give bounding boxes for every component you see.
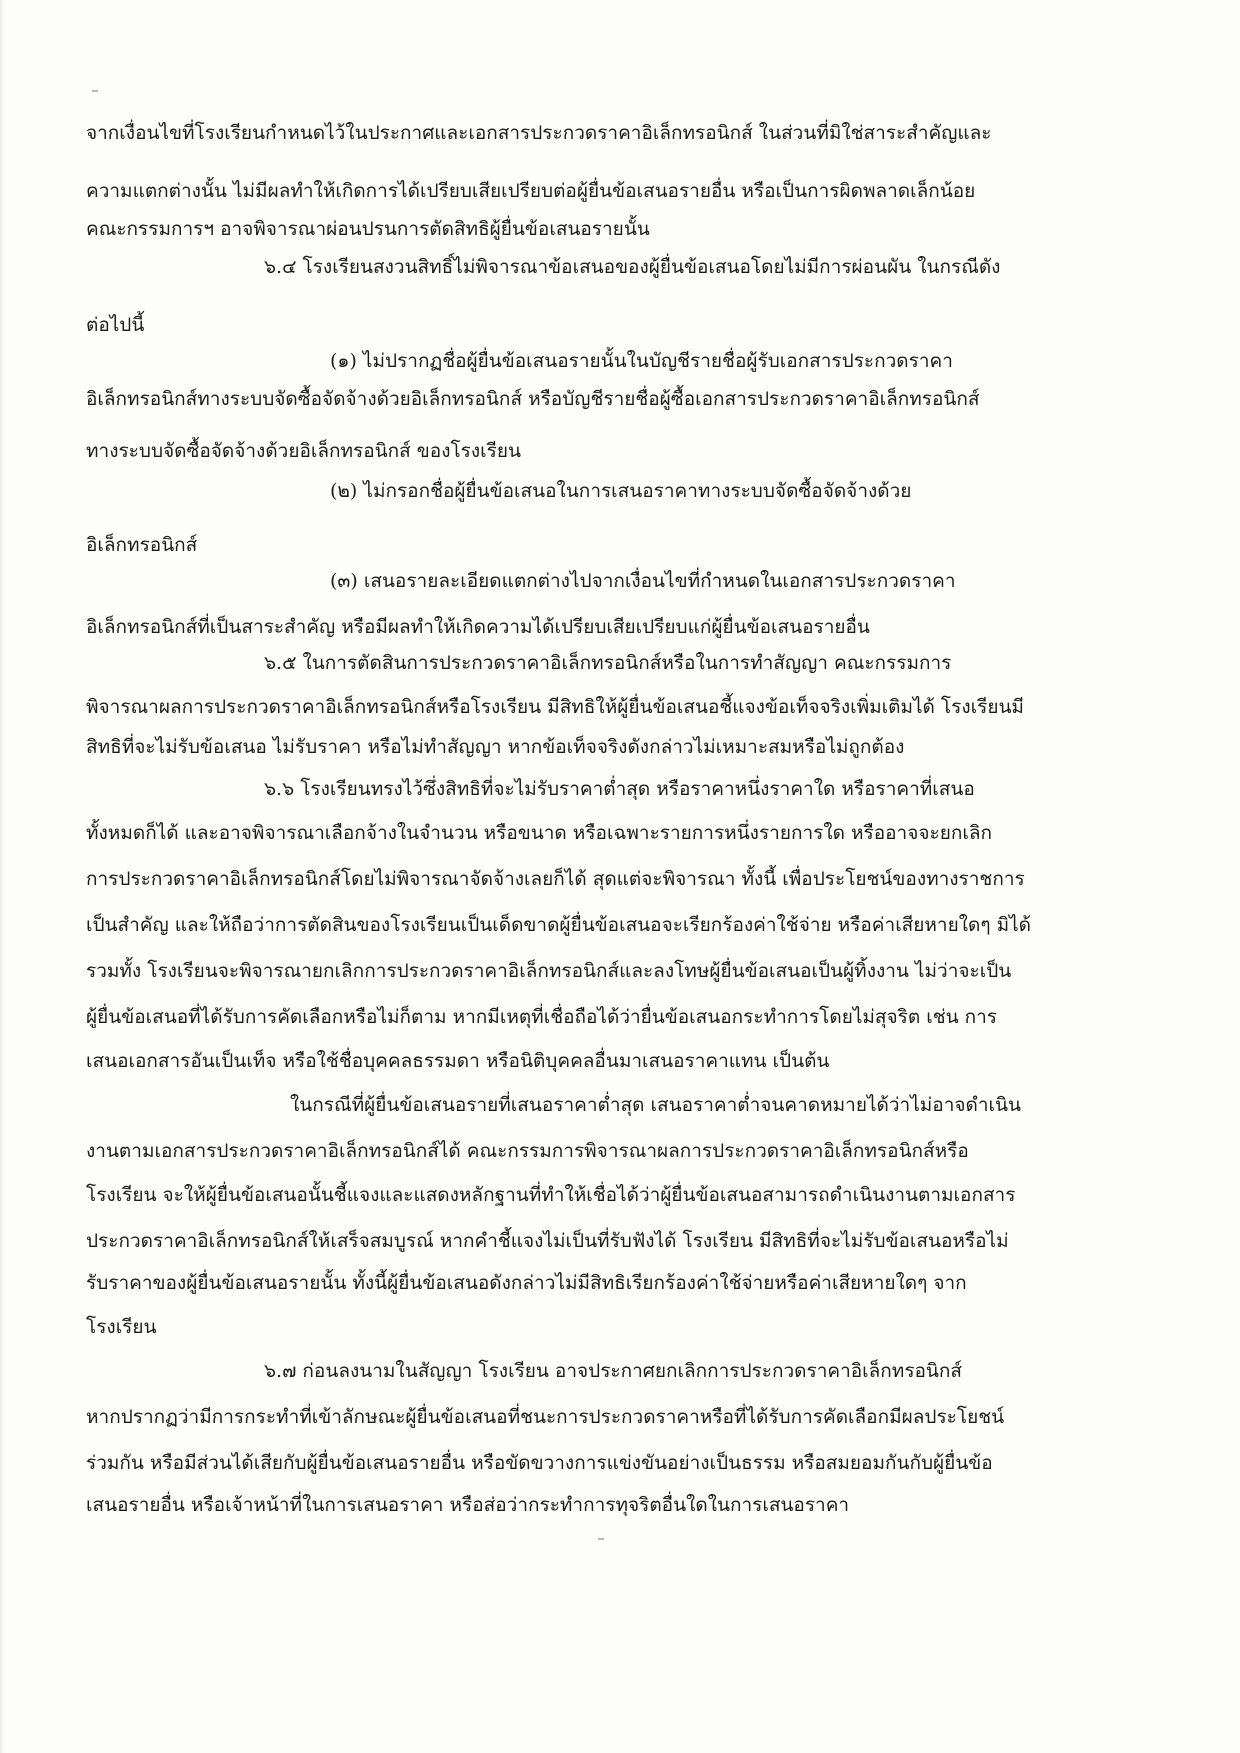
body-line: พิจารณาผลการประกวดราคาอิเล็กทรอนิกส์หรือโรงเรียน มีสิทธิให้ผู้ยื่นข้อเสนอชี้แจงข้อเท็จจริงเพิ่มเติมได้ โรงเรียนมี [86, 696, 1024, 718]
body-line: งานตามเอกสารประกวดราคาอิเล็กทรอนิกส์ได้ คณะกรรมการพิจารณาผลการประกวดราคาอิเล็กทรอนิกส์หรือ [86, 1140, 969, 1162]
body-line: หากปรากฏว่ามีการกระทำที่เข้าลักษณะผู้ยื่นข้อเสนอที่ชนะการประกวดราคาหรือที่ได้รับการคัดเลือกมีผลประโยชน์ [86, 1406, 1005, 1428]
item-3-line: (๓) เสนอรายละเอียดแตกต่างไปจากเงื่อนไขที่กำหนดในเอกสารประกวดราคา [330, 570, 956, 592]
body-line: รับราคาของผู้ยื่นข้อเสนอรายนั้น ทั้งนี้ผู้ยื่นข้อเสนอดังกล่าวไม่มีสิทธิเรียกร้องค่าใช้จ่ายหรือค่าเสียหายใดๆ จาก [86, 1272, 967, 1294]
body-line: เป็นสำคัญ และให้ถือว่าการตัดสินของโรงเรียนเป็นเด็ดขาดผู้ยื่นข้อเสนอจะเรียกร้องค่าใช้จ่าย หรือค่าเสียหายใดๆ มิได้ [86, 914, 1032, 936]
body-line: ความแตกต่างนั้น ไม่มีผลทำให้เกิดการได้เปรียบเสียเปรียบต่อผู้ยื่นข้อเสนอรายอื่น หรือเป็นการผิดพลาดเล็กน้อย [86, 180, 976, 202]
body-line: สิทธิที่จะไม่รับข้อเสนอ ไม่รับราคา หรือไม่ทำสัญญา หากข้อเท็จจริงดังกล่าวไม่เหมาะสมหรือไม่ถูกต้อง [86, 736, 905, 758]
body-line: ผู้ยื่นข้อเสนอที่ได้รับการคัดเลือกหรือไม่ก็ตาม หากมีเหตุที่เชื่อถือได้ว่ายื่นข้อเสนอกระทำการโดยไม่สุจริต เช่น การ [86, 1006, 998, 1028]
scan-speck [598, 1538, 604, 1540]
scan-speck [92, 90, 98, 92]
body-line: ทางระบบจัดซื้อจัดจ้างด้วยอิเล็กทรอนิกส์ ของโรงเรียน [86, 440, 521, 462]
body-line: ร่วมกัน หรือมีส่วนได้เสียกับผู้ยื่นข้อเสนอรายอื่น หรือขัดขวางการแข่งขันอย่างเป็นธรรม หรือสมยอมกันกับผู้ยื่นข้อ [86, 1452, 993, 1474]
body-line: โรงเรียน [86, 1316, 157, 1338]
body-line: ต่อไปนี้ [86, 314, 145, 336]
section-6-4-line: ๖.๔ โรงเรียนสงวนสิทธิ์ไม่พิจารณาข้อเสนอของผู้ยื่นข้อเสนอโดยไม่มีการผ่อนผัน ในกรณีดัง [264, 256, 1001, 278]
item-1-line: (๑) ไม่ปรากฏชื่อผู้ยื่นข้อเสนอรายนั้นในบัญชีรายชื่อผู้รับเอกสารประกวดราคา [330, 350, 953, 372]
body-line: คณะกรรมการฯ อาจพิจารณาผ่อนปรนการตัดสิทธิผู้ยื่นข้อเสนอรายนั้น [86, 218, 650, 240]
body-line: ประกวดราคาอิเล็กทรอนิกส์ให้เสร็จสมบูรณ์ หากคำชี้แจงไม่เป็นที่รับฟังได้ โรงเรียน มีสิทธิที่จะไม่รับข้อเสนอหรือไม่ [86, 1230, 1009, 1252]
section-6-6-line: ๖.๖ โรงเรียนทรงไว้ซึ่งสิทธิที่จะไม่รับราคาต่ำสุด หรือราคาหนึ่งราคาใด หรือราคาที่เสนอ [264, 778, 975, 800]
paragraph-lowest-price-line: ในกรณีที่ผู้ยื่นข้อเสนอรายที่เสนอราคาต่ำสุด เสนอราคาต่ำจนคาดหมายได้ว่าไม่อาจดำเนิน [290, 1094, 1021, 1116]
body-line: จากเงื่อนไขที่โรงเรียนกำหนดไว้ในประกาศและเอกสารประกวดราคาอิเล็กทรอนิกส์ ในส่วนที่มิใช่สาระสำคัญและ [86, 122, 992, 144]
body-line: โรงเรียน จะให้ผู้ยื่นข้อเสนอนั้นชี้แจงและแสดงหลักฐานที่ทำให้เชื่อได้ว่าผู้ยื่นข้อเสนอสามารถดำเนินงานตามเอกสาร [86, 1184, 1016, 1206]
body-line: อิเล็กทรอนิกส์ [86, 534, 198, 556]
body-line: รวมทั้ง โรงเรียนจะพิจารณายกเลิกการประกวดราคาอิเล็กทรอนิกส์และลงโทษผู้ยื่นข้อเสนอเป็นผู้ทิ้งงาน ไม่ว่าจะเป็น [86, 960, 1012, 982]
body-line: การประกวดราคาอิเล็กทรอนิกส์โดยไม่พิจารณาจัดจ้างเลยก็ได้ สุดแต่จะพิจารณา ทั้งนี้ เพื่อประโยชน์ของทางราชการ [86, 868, 1025, 890]
page-edge-shadow [0, 0, 4, 1753]
section-6-5-line: ๖.๕ ในการตัดสินการประกวดราคาอิเล็กทรอนิกส์หรือในการทำสัญญา คณะกรรมการ [264, 652, 952, 674]
body-line: เสนอเอกสารอันเป็นเท็จ หรือใช้ชื่อบุคคลธรรมดา หรือนิติบุคคลอื่นมาเสนอราคาแทน เป็นต้น [86, 1050, 830, 1072]
section-6-7-line: ๖.๗ ก่อนลงนามในสัญญา โรงเรียน อาจประกาศยกเลิกการประกวดราคาอิเล็กทรอนิกส์ [264, 1360, 963, 1382]
body-line: อิเล็กทรอนิกส์ทางระบบจัดซื้อจัดจ้างด้วยอิเล็กทรอนิกส์ หรือบัญชีรายชื่อผู้ซื้อเอกสารประกวดราคาอิเล็กทรอนิกส์ [86, 388, 980, 410]
body-line: ทั้งหมดก็ได้ และอาจพิจารณาเลือกจ้างในจำนวน หรือขนาด หรือเฉพาะรายการหนึ่งรายการใด หรืออาจจะยกเลิก [86, 822, 992, 844]
body-line: เสนอรายอื่น หรือเจ้าหน้าที่ในการเสนอราคา หรือส่อว่ากระทำการทุจริตอื่นใดในการเสนอราคา [86, 1494, 850, 1516]
body-line: อิเล็กทรอนิกส์ที่เป็นสาระสำคัญ หรือมีผลทำให้เกิดความได้เปรียบเสียเปรียบแก่ผู้ยื่นข้อเสนอรายอื่น [86, 616, 870, 638]
item-2-line: (๒) ไม่กรอกชื่อผู้ยื่นข้อเสนอในการเสนอราคาทางระบบจัดซื้อจัดจ้างด้วย [330, 480, 912, 502]
